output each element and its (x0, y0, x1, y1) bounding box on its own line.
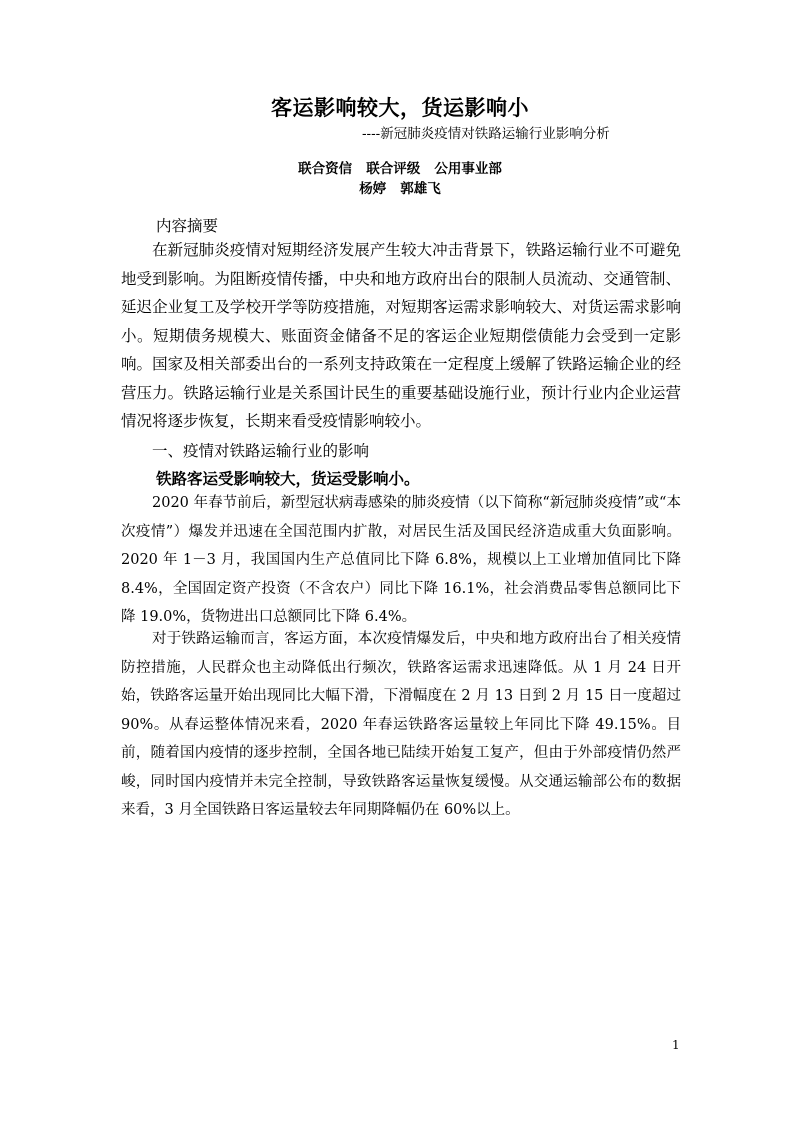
document-subtitle: ----新冠肺炎疫情对铁路运输行业影响分析 (362, 126, 610, 142)
abstract-heading: 内容摘要 (156, 217, 219, 235)
document-title: 客运影响较大，货运影响小 (271, 96, 529, 120)
section-heading: 一、疫情对铁路运输行业的影响 (152, 442, 370, 460)
page-number: 1 (672, 1038, 680, 1052)
organization-line: 联合资信 联合评级 公用事业部 (298, 161, 502, 177)
abstract-body: 在新冠肺炎疫情对短期经济发展产生较大冲击背景下，铁路运输行业不可避免地受到影响。为阻断疫情传播，中央和地方政府出台的限制人员流动、交通管制、延迟企业复工及学校开学等防疫措施，对短期客运需求影响较大、对货运需求影响小。短期债务规模大、账面资金储备不足的客运企业短期偿债能力会受到一定影响。国家及相关部委出台的一系列支持政策在一定程度上缓解了铁路运输企业的经营压力。铁路运输行业是关系国计民生的重要基础设施行业，预计行业内企业运营情况将逐步恢复，长期来看受疫情影响较小。 (121, 241, 681, 430)
body-paragraph: 2020 年春节前后，新型冠状病毒感染的肺炎疫情（以下简称“新冠肺炎疫情”或“本次疫情”）爆发并迅速在全国范围内扩散，对居民生活及国民经济造成重大负面影响。2020 年 1－3 月，我国国内生产总值同比下降 6.8%，规模以上工业增加值同比下降 8.4%，全国固定资产投资（不含农户）同比下降 16.1%，社会消费品零售总额同比下降 19.0%，货物进出口总额同比下降 6.4%。 (121, 495, 681, 625)
authors-line: 杨婷 郭雄飞 (359, 181, 441, 197)
body-paragraph: 对于铁路运输而言，客运方面，本次疫情爆发后，中央和地方政府出台了相关疫情防控措施，人民群众也主动降低出行频次，铁路客运需求迅速降低。从 1 月 24 日开始，铁路客运量开始出现同比大幅下滑，下滑幅度在 2 月 13 日到 2 月 15 日一度超过 90%。从春运整体情况来看，2020 年春运铁路客运量较上年同比下降 49.15%。目前，随着国内疫情的逐步控制，全国各地已陆续开始复工复产，但由于外部疫情仍然严峻，同时国内疫情并未完全控制，导致铁路客运量恢复缓慢。从交通运输部公布的数据来看，3 月全国铁路日客运量较去年同期降幅仍在 60%以上。 (121, 631, 681, 818)
section-subheading: 铁路客运受影响较大，货运受影响小。 (156, 470, 420, 488)
